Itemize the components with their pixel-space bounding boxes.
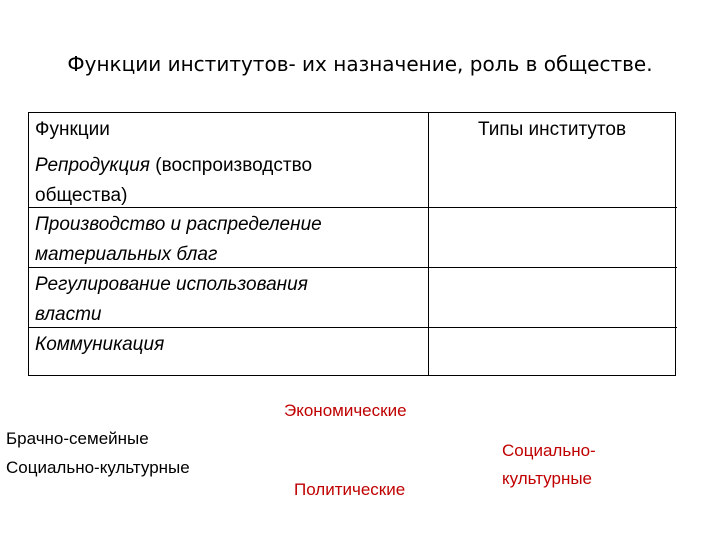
- row-reproduction-italic: Репродукция: [35, 155, 150, 176]
- label-political: Политические: [294, 480, 406, 499]
- label-economic: Экономические: [284, 401, 407, 420]
- row-production-line1: Производство и распределение: [35, 214, 322, 235]
- label-family: Брачно-семейные: [6, 429, 149, 448]
- header-functions: Функции: [35, 119, 110, 140]
- row-regulation-text: [35, 270, 425, 330]
- row-regulation-line1: Регулирование использования: [35, 274, 308, 295]
- table-row: [29, 207, 677, 269]
- table-row: [29, 149, 677, 211]
- label-sociocultural-left: Социально-культурные: [6, 458, 190, 477]
- slide-title: Функции институтов- их назначение, роль в обществе.: [67, 52, 653, 76]
- label-sociocultural-right-line1: Социально-: [502, 441, 596, 460]
- row-communication-label: Коммуникация: [35, 334, 165, 355]
- row-communication-text: [35, 330, 425, 360]
- row-reproduction-text: [35, 151, 425, 211]
- table-row: [29, 327, 677, 375]
- row-reproduction-normal: (воспроизводство: [149, 155, 313, 176]
- table-row: [29, 267, 677, 329]
- table-header-row: [29, 113, 677, 149]
- row-production-line2: материальных благ: [35, 244, 218, 265]
- row-reproduction-line2: общества): [35, 185, 128, 206]
- row-production-text: [35, 210, 425, 270]
- header-institution-types: Типы институтов: [477, 119, 627, 140]
- functions-table: [28, 112, 676, 376]
- label-sociocultural-right-line2: культурные: [502, 469, 593, 488]
- row-regulation-line2: власти: [35, 304, 102, 325]
